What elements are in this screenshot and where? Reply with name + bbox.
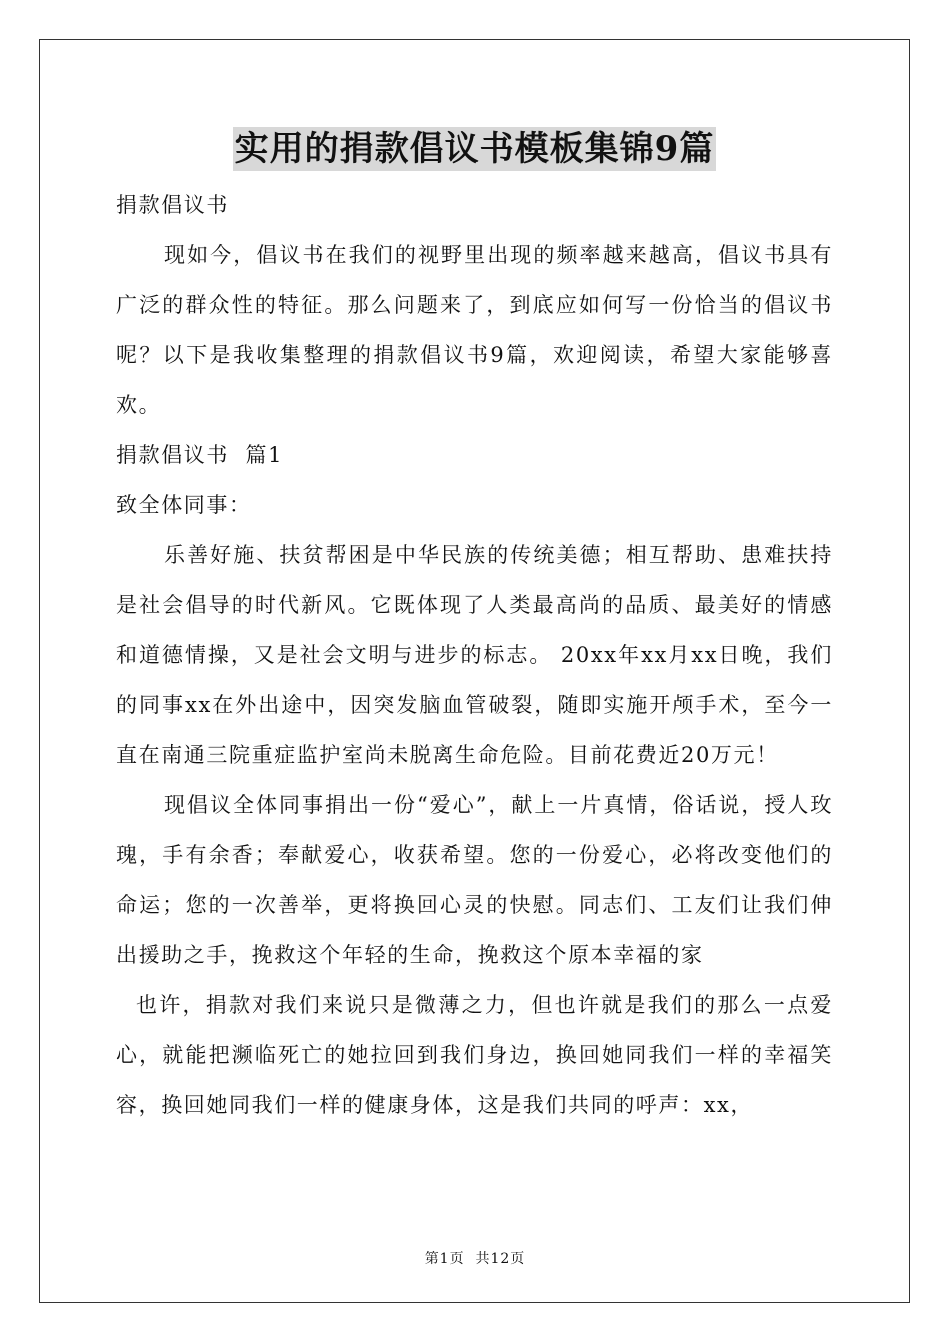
paragraph-1: 乐善好施、扶贫帮困是中华民族的传统美德；相互帮助、患难扶持是社会倡导的时代新风。它既体现了人类最高尚的品质、最美好的情感和道德情操，又是社会文明与进步的标志。 20xx年xx月xx日晚，我们的同事xx在外出途中，因突发脑血管破裂，随即实施开颅手术，至今一直在南通三院重症监护室尚未脱离生命危险。目前花费近20万元！ [116,543,833,767]
page-footer: 第1页 共12页 [424,1251,526,1267]
section-title: 捐款倡议书 篇1 [116,443,284,467]
document-title: 实用的捐款倡议书模板集锦9篇 [234,129,715,169]
paragraph-2: 现倡议全体同事捐出一份“爱心”，献上一片真情，俗话说，授人玫瑰，手有余香；奉献爱心，收获希望。您的一份爱心，必将改变他们的命运；您的一次善举，更将换回心灵的快慰。同志们、工友们让我们伸出援助之手，挽救这个年轻的生命，挽救这个原本幸福的家 [116,793,833,967]
heading-donation-proposal: 捐款倡议书 [116,193,229,217]
salutation: 致全体同事： [116,493,252,517]
intro-paragraph: 现如今，倡议书在我们的视野里出现的频率越来越高，倡议书具有广泛的群众性的特征。那么问题来了，到底应如何写一份恰当的倡议书呢？以下是我收集整理的捐款倡议书9篇，欢迎阅读，希望大家能够喜欢。 [116,243,833,417]
paragraph-3: 也许，捐款对我们来说只是微薄之力，但也许就是我们的那么一点爱心，就能把濒临死亡的她拉回到我们身边，换回她同我们一样的幸福笑容，换回她同我们一样的健康身体，这是我们共同的呼声：xx， [116,993,833,1117]
document-body [116,118,833,1130]
